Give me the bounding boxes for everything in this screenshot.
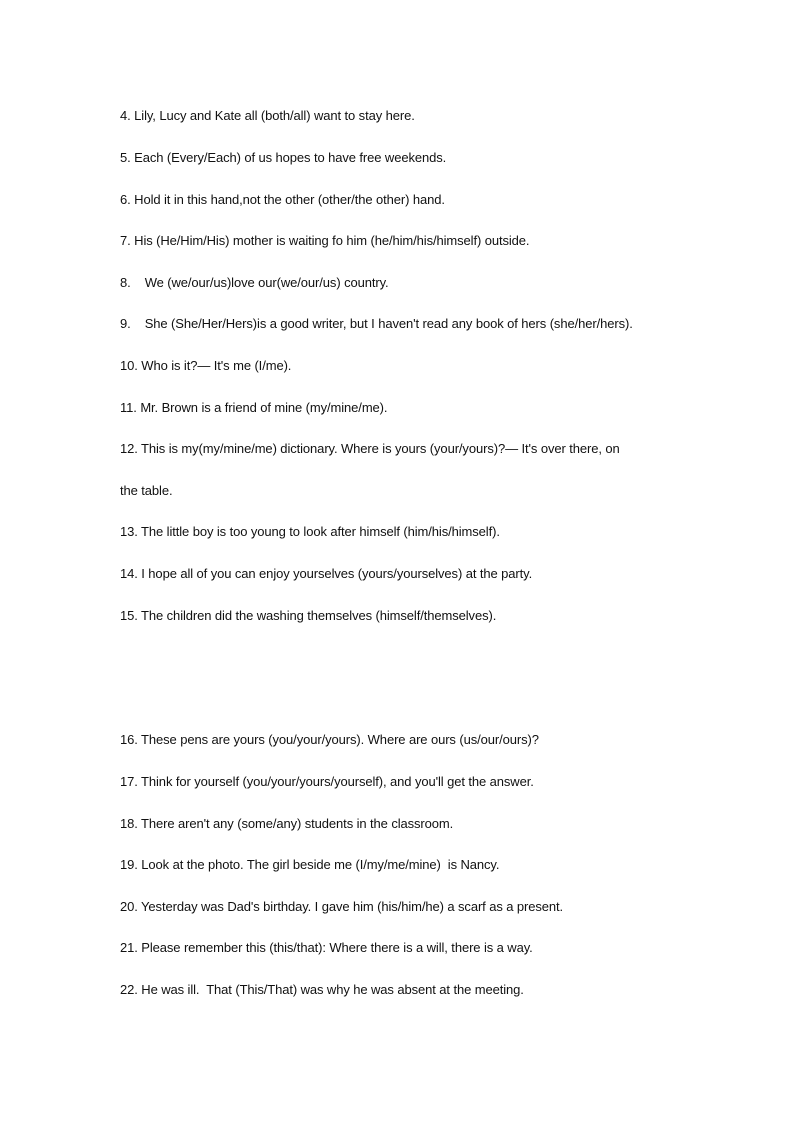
sentence-21: 21. Please remember this (this/that): Where there is a will, there is a way. (120, 940, 533, 955)
sentence-17: 17. Think for yourself (you/your/yours/yourself), and you'll get the answer. (120, 774, 534, 789)
sentence-19: 19. Look at the photo. The girl beside me (I/my/me/mine) is Nancy. (120, 857, 500, 872)
sentence-8: 8. We (we/our/us)love our(we/our/us) country. (120, 275, 389, 290)
sentence-4: 4. Lily, Lucy and Kate all (both/all) want to stay here. (120, 108, 415, 123)
sentence-11: 11. Mr. Brown is a friend of mine (my/mine/me). (120, 400, 388, 415)
sentence-7: 7. His (He/Him/His) mother is waiting fo him (he/him/his/himself) outside. (120, 233, 530, 248)
sentence-5: 5. Each (Every/Each) of us hopes to have free weekends. (120, 150, 447, 165)
sentence-20: 20. Yesterday was Dad's birthday. I gave him (his/him/he) a scarf as a present. (120, 899, 564, 914)
sentence-22: 22. He was ill. That (This/That) was why he was absent at the meeting. (120, 982, 524, 997)
sentence-15: 15. The children did the washing themselves (himself/themselves). (120, 608, 497, 623)
sentence-14: 14. I hope all of you can enjoy yourselves (yours/yourselves) at the party. (120, 566, 533, 581)
sentence-13: 13. The little boy is too young to look after himself (him/his/himself). (120, 524, 500, 539)
sentence-6: 6. Hold it in this hand,not the other (other/the other) hand. (120, 192, 445, 207)
sentence-18: 18. There aren't any (some/any) students in the classroom. (120, 816, 454, 831)
sentence-10: 10. Who is it?— It's me (I/me). (120, 358, 292, 373)
sentence-9: 9. She (She/Her/Hers)is a good writer, but I haven't read any book of hers (she/her/hers). (120, 316, 633, 331)
sentence-12: 12. This is my(my/mine/me) dictionary. Where is yours (your/yours)?— It's over there, on (120, 441, 620, 456)
sentence-16: 16. These pens are yours (you/your/yours). Where are ours (us/our/ours)? (120, 732, 539, 747)
sentence-12-continued: the table. (120, 483, 173, 498)
